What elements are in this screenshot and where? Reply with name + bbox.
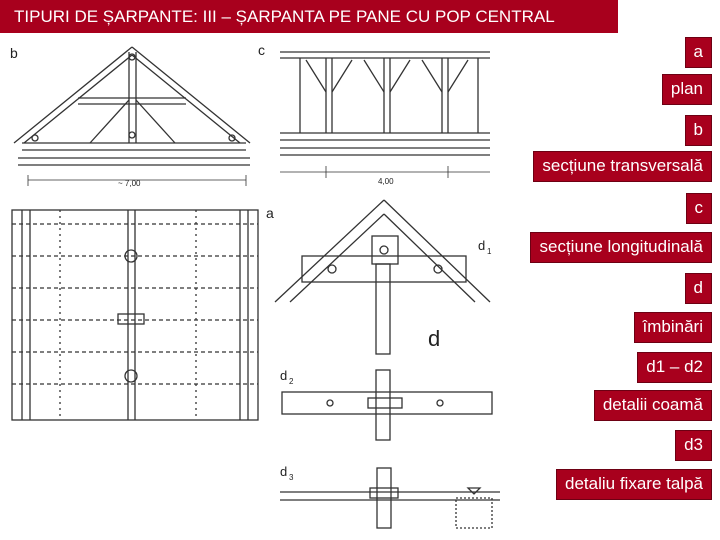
ridge-plan-detail-drawing <box>282 370 492 440</box>
mark-d: d <box>428 326 441 351</box>
mark-d3-sub: 3 <box>289 473 294 482</box>
label-b: b <box>685 115 712 146</box>
label-imbinari: îmbinări <box>634 312 712 343</box>
label-sectiune-transversala: secțiune transversală <box>533 151 712 182</box>
label-detalii-coama: detalii coamă <box>594 390 712 421</box>
mark-d1-sub: 1 <box>487 247 492 256</box>
mark-d1: d <box>478 238 486 253</box>
dimension-bay: 4,00 <box>378 177 394 186</box>
mark-c: c <box>258 42 265 58</box>
mark-b: b <box>10 45 18 61</box>
mark-d3: d <box>280 464 288 479</box>
longitudinal-section-drawing <box>280 52 490 178</box>
label-a: a <box>685 37 712 68</box>
label-d1-d2: d1 – d2 <box>637 352 712 383</box>
label-plan: plan <box>662 74 712 105</box>
cross-section-drawing <box>14 47 250 186</box>
label-d3: d3 <box>675 430 712 461</box>
label-sectiune-longitudinala: secțiune longitudinală <box>530 232 712 263</box>
technical-drawing <box>0 33 720 540</box>
mark-d2-sub: 2 <box>289 377 294 386</box>
ridge-detail-drawing <box>275 200 490 354</box>
label-d: d <box>685 273 712 304</box>
base-fixing-detail-drawing <box>280 468 500 528</box>
page-title: TIPURI DE ȘARPANTE: III – ȘARPANTA PE PANE CU POP CENTRAL <box>0 0 618 33</box>
dimension-span: ~ 7,00 <box>118 179 141 188</box>
label-c: c <box>686 193 713 224</box>
plan-drawing <box>12 210 258 420</box>
label-detaliu-fixare-talpa: detaliu fixare talpă <box>556 469 712 500</box>
mark-d2: d <box>280 368 288 383</box>
mark-a: a <box>266 205 274 221</box>
